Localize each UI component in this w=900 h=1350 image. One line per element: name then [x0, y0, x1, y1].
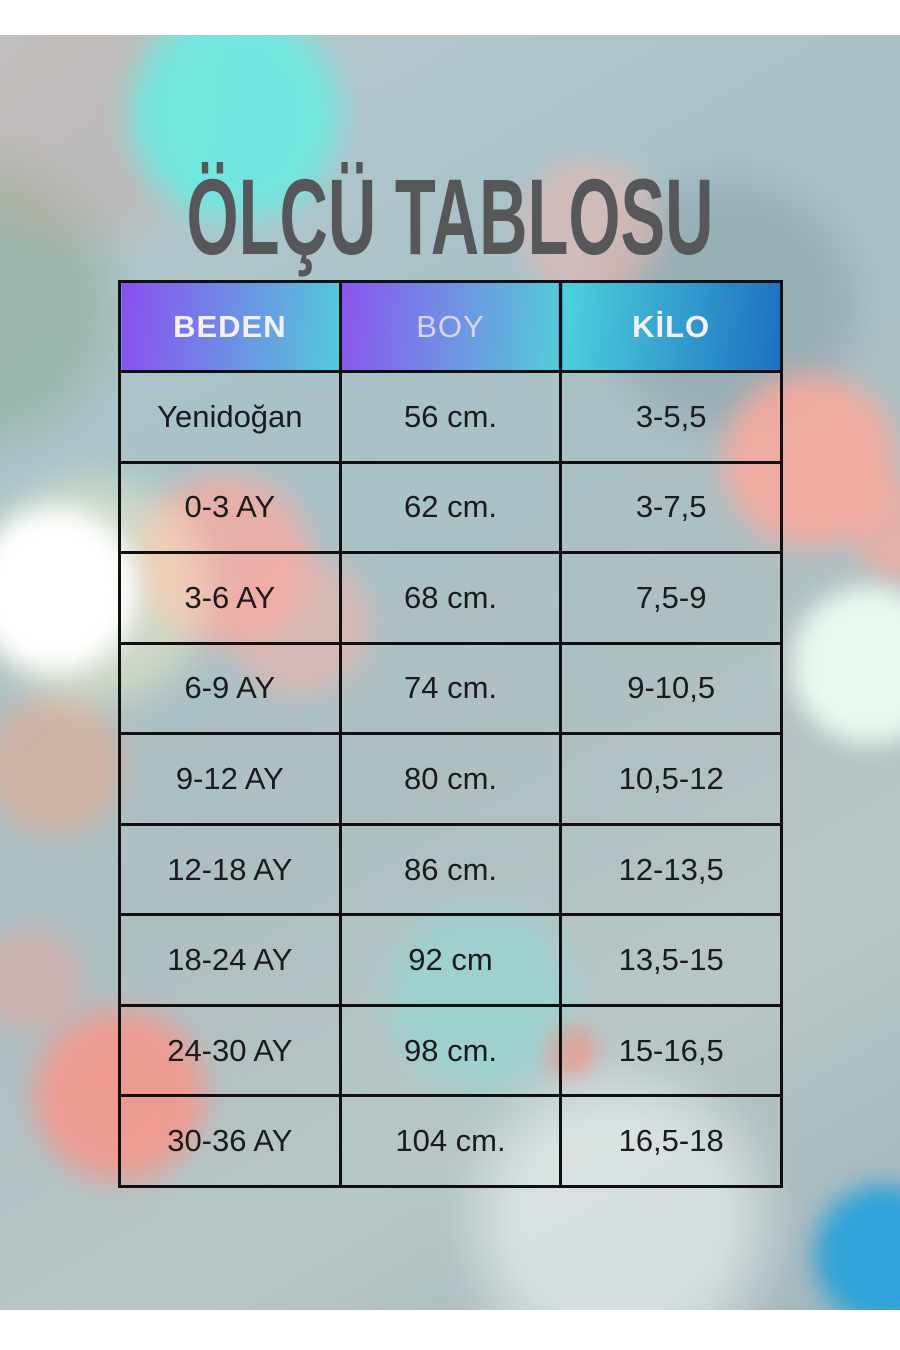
cell-beden: 3-6 AY: [120, 553, 341, 644]
cell-kilo: 3-7,5: [561, 462, 782, 553]
table-row: [120, 1005, 782, 1096]
header-row: [120, 282, 782, 372]
table-row: [120, 915, 782, 1006]
size-table-body: [120, 372, 782, 1187]
cell-kilo: 15-16,5: [561, 1005, 782, 1096]
cell-beden: 30-36 AY: [120, 1096, 341, 1187]
cell-kilo: 12-13,5: [561, 824, 782, 915]
cell-boy: 98 cm.: [340, 1005, 561, 1096]
cell-beden: 0-3 AY: [120, 462, 341, 553]
header-cell-boy: BOY: [340, 282, 561, 372]
size-table-header: [120, 282, 782, 372]
background-photo: [0, 35, 900, 1310]
table-row: [120, 372, 782, 463]
cell-kilo: 3-5,5: [561, 372, 782, 463]
cell-boy: 104 cm.: [340, 1096, 561, 1187]
header-cell-kilo: KİLO: [561, 282, 782, 372]
cell-boy: 56 cm.: [340, 372, 561, 463]
cell-kilo: 10,5-12: [561, 734, 782, 825]
cell-boy: 74 cm.: [340, 643, 561, 734]
table-row: [120, 734, 782, 825]
table-row: [120, 462, 782, 553]
cell-beden: 12-18 AY: [120, 824, 341, 915]
cell-boy: 62 cm.: [340, 462, 561, 553]
table-row: [120, 1096, 782, 1187]
page-title: ÖLÇÜ TABLOSU: [186, 156, 714, 277]
table-row: [120, 553, 782, 644]
header-cell-beden: BEDEN: [120, 282, 341, 372]
cell-kilo: 13,5-15: [561, 915, 782, 1006]
cell-beden: 6-9 AY: [120, 643, 341, 734]
cell-kilo: 9-10,5: [561, 643, 782, 734]
cell-beden: 24-30 AY: [120, 1005, 341, 1096]
size-table: [118, 280, 783, 1188]
cell-beden: 9-12 AY: [120, 734, 341, 825]
cell-boy: 68 cm.: [340, 553, 561, 644]
cell-kilo: 7,5-9: [561, 553, 782, 644]
cell-boy: 86 cm.: [340, 824, 561, 915]
cell-boy: 92 cm: [340, 915, 561, 1006]
cell-beden: 18-24 AY: [120, 915, 341, 1006]
table-row: [120, 824, 782, 915]
cell-beden: Yenidoğan: [120, 372, 341, 463]
cell-boy: 80 cm.: [340, 734, 561, 825]
table-row: [120, 643, 782, 734]
cell-kilo: 16,5-18: [561, 1096, 782, 1187]
